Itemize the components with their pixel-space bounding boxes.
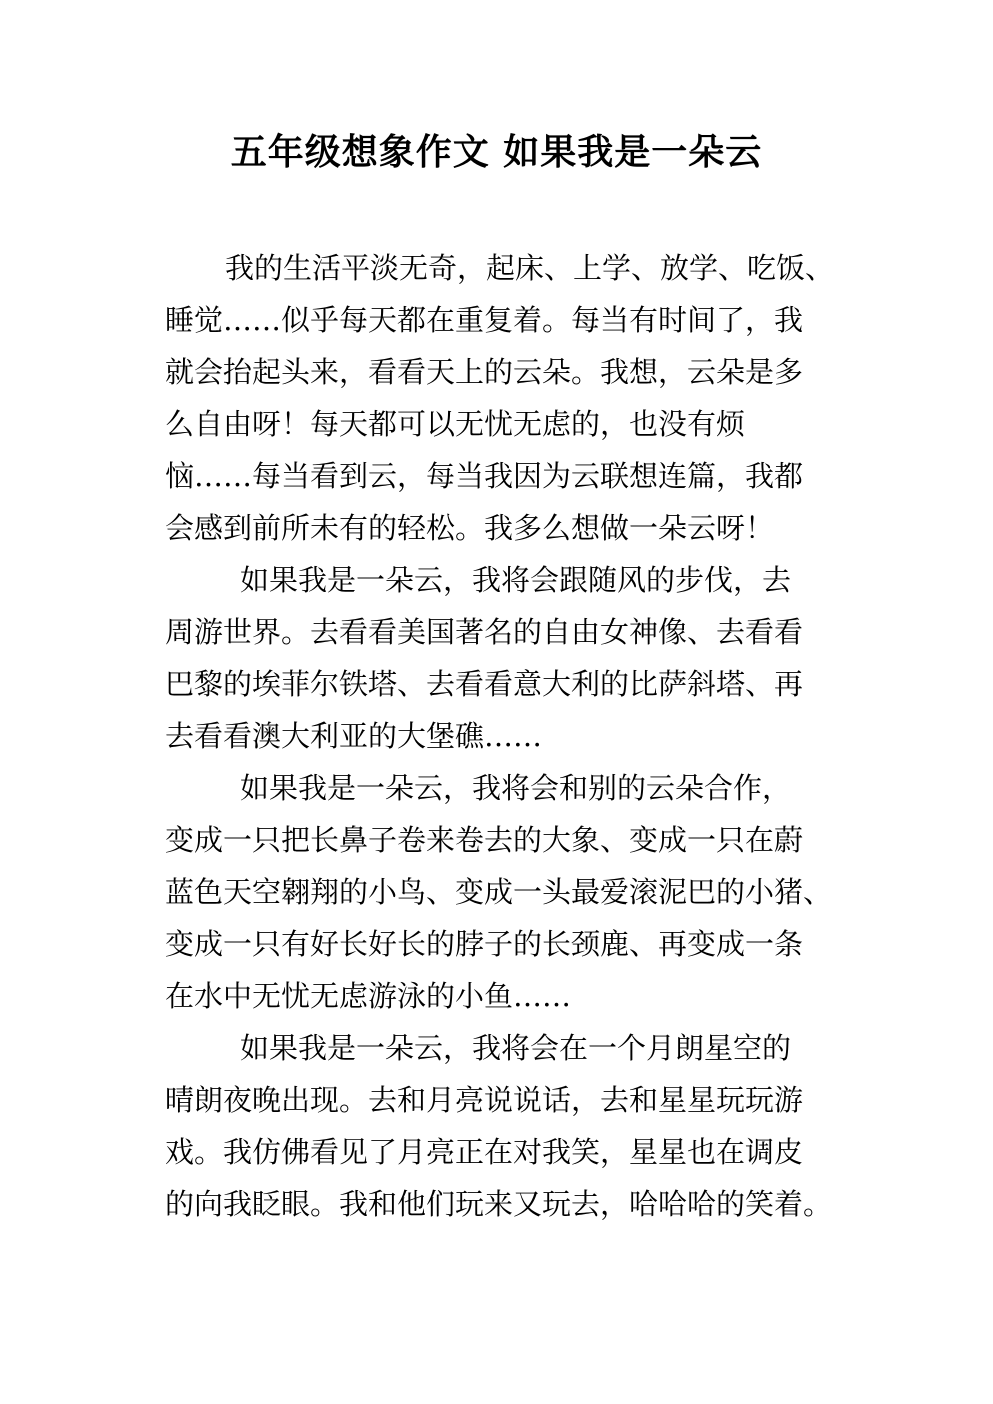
text-line: 就会抬起头来，看看天上的云朵。我想，云朵是多 <box>165 355 804 389</box>
text-line: 如果我是一朵云，我将会和别的云朵合作， <box>240 771 792 805</box>
text-line: 戏。我仿佛看见了月亮正在对我笑，星星也在调皮 <box>165 1135 804 1169</box>
text-line: 如果我是一朵云，我将会在一个月朗星空的 <box>240 1031 792 1065</box>
text-line: 周游世界。去看看美国著名的自由女神像、去看看 <box>165 615 804 649</box>
text-line: 去看看澳大利亚的大堡礁…… <box>165 719 543 753</box>
text-line: 在水中无忧无虑游泳的小鱼…… <box>165 979 572 1013</box>
text-line: 如果我是一朵云，我将会跟随风的步伐，去 <box>240 563 792 597</box>
text-line: 晴朗夜晚出现。去和月亮说说话，去和星星玩玩游 <box>165 1083 804 1117</box>
text-line: 我的生活平淡无奇，起床、上学、放学、吃饭、 <box>225 251 835 285</box>
text-line: 恼……每当看到云，每当我因为云联想连篇，我都 <box>165 459 804 493</box>
text-line: 蓝色天空翱翔的小鸟、变成一头最爱滚泥巴的小猪、 <box>165 875 833 909</box>
text-line: 变成一只有好长好长的脖子的长颈鹿、再变成一条 <box>165 927 804 961</box>
text-line: 变成一只把长鼻子卷来卷去的大象、变成一只在蔚 <box>165 823 804 857</box>
text-line: 巴黎的埃菲尔铁塔、去看看意大利的比萨斜塔、再 <box>165 667 804 701</box>
text-line: 会感到前所未有的轻松。我多么想做一朵云呀！ <box>165 511 775 545</box>
document-title: 五年级想象作文 如果我是一朵云 <box>230 132 763 173</box>
text-line: 么自由呀！每天都可以无忧无虑的，也没有烦 <box>165 407 746 441</box>
text-line: 睡觉……似乎每天都在重复着。每当有时间了，我 <box>165 303 804 337</box>
text-line: 的向我眨眼。我和他们玩来又玩去，哈哈哈的笑着。 <box>165 1187 833 1221</box>
